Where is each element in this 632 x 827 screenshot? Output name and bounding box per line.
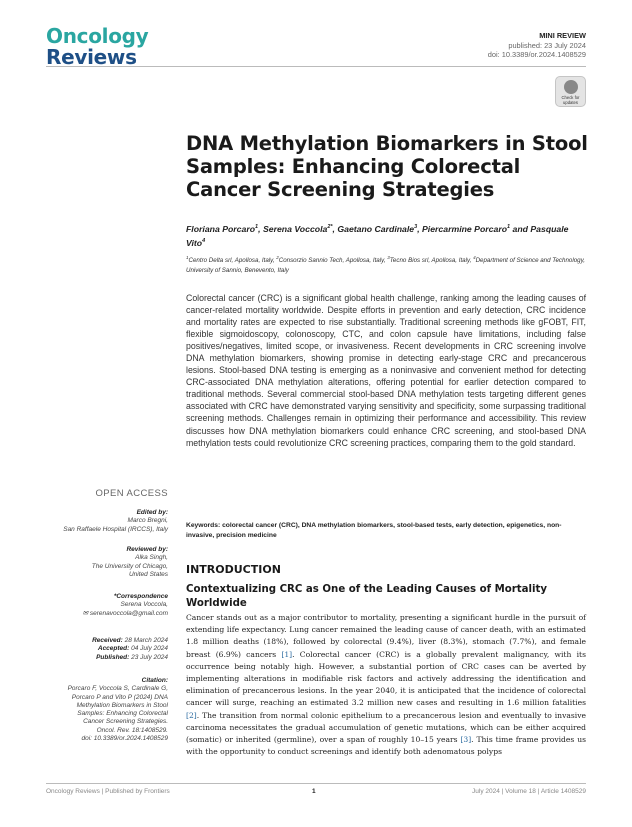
author-name[interactable]: Serena Voccola — [262, 223, 328, 234]
article-type: MINI REVIEW — [539, 31, 586, 40]
published-date-side: 23 July 2024 — [131, 653, 168, 661]
subsection-heading: Contextualizing CRC as One of the Leading Causes of Mortality Worldwide — [186, 584, 548, 609]
abstract: Colorectal cancer (CRC) is a significant global health challenge, ranking among the leading causes of cancer-related mortality worldwide. Despite efforts in prevention and early detection, CRC incidence and mortality rates are expected to rise substantially. Traditional screening methods like gFOBT, FIT, flexible sigmoidoscopy, colonoscopy, CTC, and colon capsule have limitations, including false positives/negatives, limited scope, or invasiveness. Recent developments in CRC screening involve DNA methylation biomarkers, showing promise in detecting early-stage CRC and precancerous lesions. Stool-based DNA testing is emerging as a noninvasive and convenient method for detecting CRC-associated DNA methylation alterations, offering potential for earlier detection compared to traditional methods. Several commercial stool-based DNA methylation tests targeting different genes associated with CRC have demonstrated varying sensitivity and specificity, some surpassing traditional screening methods. Challenges remain in optimizing their performance and accessibility. This review discusses how DNA methylation biomarkers could enhance CRC screening, and stool-based DNA methylation tests could revolutionize CRC screening practices, comparing them to the gold standard. — [186, 293, 586, 448]
author-list: Floriana Porcaro$^1$, Serena Voccola$^{2*}$, Gaetano Cardinale$^3$, Piercarmine Porcaro$^1$ and Pasquale Vito$^4$ — [186, 223, 569, 248]
page-number: 1 — [312, 788, 316, 795]
body-paragraph — [186, 612, 586, 758]
article-title: DNA Methylation Biomarkers in Stool Samples: Enhancing Colorectal Cancer Screening Strategies — [186, 132, 588, 201]
citation-link[interactable]: [2] — [186, 710, 197, 720]
footer-volume: July 2024 | Volume 18 | Article 1408529 — [472, 788, 586, 795]
affiliation-number: 1 — [186, 255, 189, 260]
section-heading: INTRODUCTION — [186, 563, 281, 576]
article-meta-header — [488, 31, 586, 60]
reviewed-by-label: Reviewed by: — [126, 546, 168, 553]
keywords-label: Keywords: — [186, 522, 221, 529]
author-name[interactable]: Floriana Porcaro — [186, 223, 256, 234]
reviewed-by: Reviewed by: Alka Singh, The University of Chicago, United States — [44, 546, 168, 579]
doi-link[interactable]: doi: 10.3389/or.2024.1408529 — [487, 50, 586, 59]
keywords-text: colorectal cancer (CRC), DNA methylation biomarkers, stool-based tests, early detection, epigenetics, non-invasive, precision medicine — [186, 522, 562, 540]
author-affiliation-number: 1 — [255, 224, 259, 230]
affiliation-number: 4 — [473, 255, 476, 260]
footer-journal: Oncology Reviews | Published by Frontiers — [46, 788, 170, 795]
open-access-label: OPEN ACCESS — [95, 488, 168, 499]
body-text-run: Cancer stands out as a major contributor to mortality, presenting a significant hurdle in the pursuit of extending life expectancy. Lung cancer remained the leading cause of cancer death, with an estimated 1.8 million deaths (18%), followed by colorectal (9.4%), liver (8.3%), stomach (7.7%), and female breast (6.9%) cancers — [186, 613, 586, 659]
published-date: published: 23 July 2024 — [508, 40, 586, 50]
author-name[interactable]: Gaetano Cardinale — [337, 223, 415, 234]
correspondence-label: *Correspondence — [113, 593, 168, 600]
header-divider — [46, 66, 586, 67]
author-affiliation-number: 2* — [327, 224, 333, 230]
received-date: 28 March 2024 — [124, 637, 168, 644]
journal-name-line1: Oncology — [46, 24, 149, 48]
citation-link[interactable]: [1] — [281, 649, 293, 659]
edited-by: Edited by: Marco Bregni, San Raffaele Hospital (IRCCS), Italy — [44, 509, 168, 534]
journal-name-line2: Reviews — [46, 45, 137, 69]
author-name[interactable]: Piercarmine Porcaro — [422, 223, 508, 234]
keywords — [186, 521, 586, 542]
affiliation-text: Consorzio Sannio Tech, Apollosa, Italy, — [278, 257, 388, 265]
correspondence: *Correspondence Serena Voccola, ✉ serenavoccola@gmail.com — [44, 593, 168, 618]
affiliation-number: 3 — [387, 255, 390, 260]
author-affiliation-number: 1 — [507, 224, 511, 230]
author-affiliation-number: 3 — [414, 224, 418, 230]
dates: Received: 28 March 2024 Accepted: 04 July 2024 Published: 23 July 2024 — [92, 637, 168, 661]
affiliation-text: Tecno Bios srl, Apollosa, Italy, — [389, 257, 474, 265]
mail-icon: ✉ — [82, 609, 90, 617]
citation-link[interactable]: [3] — [460, 735, 472, 745]
accepted-date: 04 July 2024 — [131, 645, 168, 653]
correspondence-email[interactable]: ✉ serenavoccola@gmail.com — [82, 609, 168, 617]
affiliation-number: 2 — [276, 255, 279, 260]
affiliation-text: Department of Science and Technology, University of Sannio, Benevento, Italy — [186, 257, 585, 274]
citation-label: Citation: — [141, 677, 168, 684]
bookmark-icon — [564, 80, 578, 94]
affiliation-text: Centro Delta srl, Apollosa, Italy, — [188, 257, 277, 265]
affiliations — [186, 253, 586, 275]
author-name[interactable]: Pasquale Vito — [186, 223, 569, 248]
author-affiliation-number: 4 — [202, 237, 206, 244]
check-for-updates-badge[interactable] — [555, 76, 586, 107]
body-text-run: . The transition from normal colonic epithelium to a precancerous lesion and eventually to invasive carcinoma necessitates the gradual accumulation of genetic mutations, which can be either acquired (somatic) or inherited (germline), over a span of roughly 10–15 years — [186, 710, 586, 745]
edited-by-label: Edited by: — [136, 509, 168, 516]
body-text-run: . Colorectal cancer (CRC) is a globally prevalent malignancy, with its occurrence being notably high. However, a substantial portion of CRC cases can be averted by implementing alterations in modifiable risk factors and actively addressing the identification and elimination of precancerous lesions. In the year 2040, it is anticipated that the incidence of colorectal cancer will surge, reaching an estimated 3.2 million new cases and resulting in 1.6 million fatalities — [186, 649, 586, 708]
badge-text: Check for updates — [561, 95, 580, 105]
footer-divider — [46, 783, 586, 784]
body-text-run: . This time frame provides us with the opportunity to conduct screenings and identify both adenomatous polyps — [186, 735, 586, 757]
citation: Citation: Porcaro F, Voccola S, Cardinale G, Porcaro P and Vito P (2024) DNA Methylation Biomarkers in Stool Samples: Enhancing Colorectal Cancer Screening Strategies. Oncol. Rev. 18:1408529. doi: 10.3389/or.2024.1408529 — [44, 677, 168, 743]
journal-logo[interactable] — [46, 26, 148, 67]
